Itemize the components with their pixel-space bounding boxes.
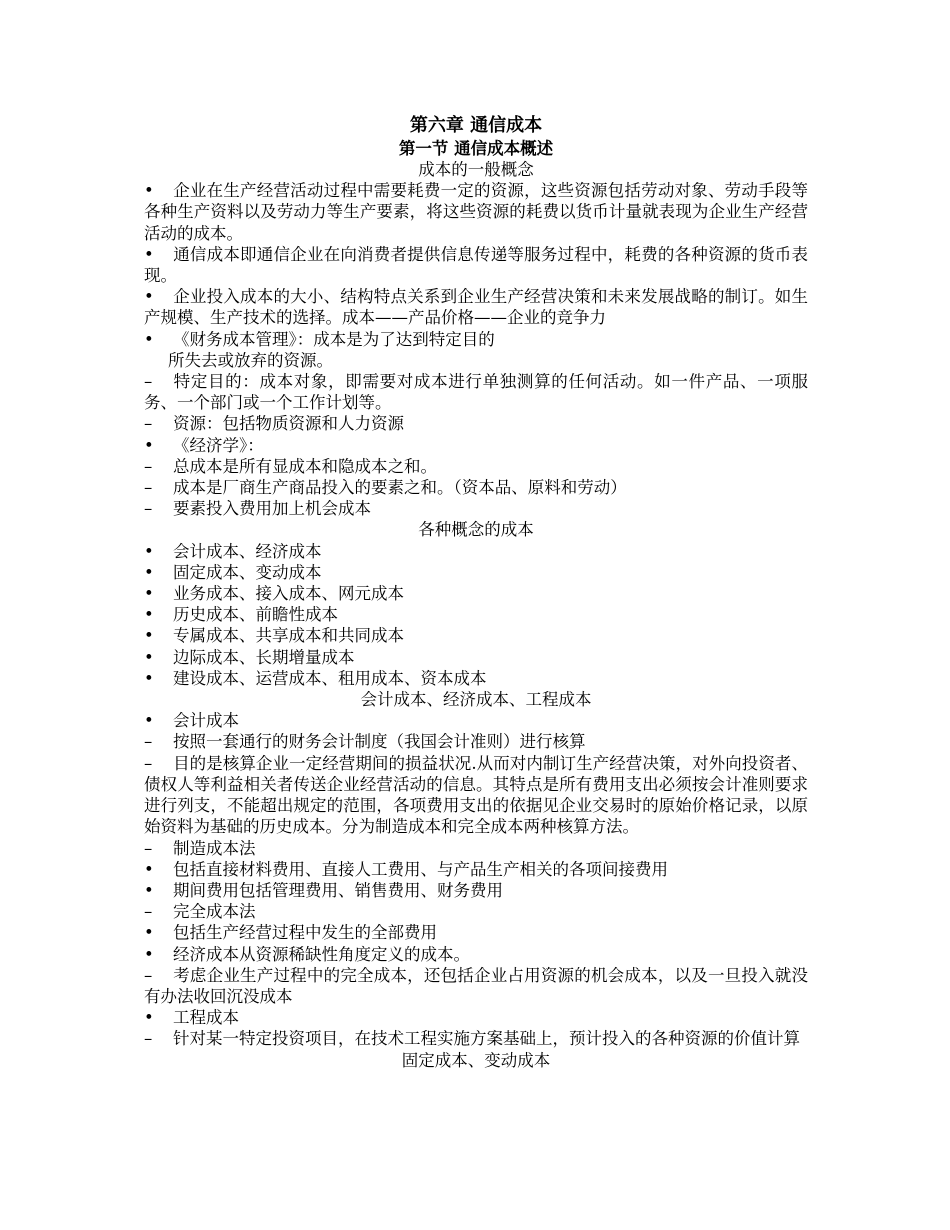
bullet-marker: • [144,880,154,900]
bullet-item [144,647,808,668]
bullet-item [144,625,808,646]
item-text: 建设成本、运营成本、租用成本、资本成本 [173,668,487,688]
item-text: 历史成本、前瞻性成本 [173,605,338,625]
dash-marker: – [144,753,153,773]
subsection-heading: 固定成本、变动成本 [401,1050,551,1070]
item-text: 固定成本、变动成本 [173,562,322,582]
item-text: 制造成本法 [173,838,256,858]
bullet-marker: • [144,541,154,561]
bullet-item [144,329,808,350]
bullet-marker: • [144,944,154,964]
item-text: 会计成本 [173,711,239,731]
bullet-item [144,435,808,456]
bullet-item [144,880,808,901]
bullet-marker: • [144,626,154,646]
item-text: 工程成本 [173,1008,239,1028]
dash-item [144,477,808,498]
bullet-item [144,944,808,965]
dash-item [144,498,808,519]
subsection-heading: 成本的一般概念 [418,160,534,179]
bullet-item [144,710,808,731]
item-text: 企业在生产经营活动过程中需要耗费一定的资源，这些资源包括劳动对象、劳动手段等各种生产资料以及劳动力等生产要素，将这些资源的耗费以货币计量就表现为企业生产经营活动的成本。 [144,181,808,243]
bullet-item [144,859,808,880]
item-text: 边际成本、长期增量成本 [173,647,355,667]
bullet-item [144,541,808,562]
subsection-heading: 会计成本、经济成本、工程成本 [360,690,592,710]
dash-marker: – [144,732,153,752]
bullet-item [144,922,808,943]
subsection-heading: 各种概念的成本 [418,520,534,540]
item-text: 《财务成本管理》：成本是为了达到特定目的 [173,329,495,349]
bullet-marker: • [144,562,154,582]
dash-marker: – [144,1029,153,1049]
dash-marker: – [144,499,153,519]
bullet-item [144,286,808,328]
item-text: 完全成本法 [173,902,256,922]
bullet-marker: • [144,181,154,201]
continuation-line: 所失去或放弃的资源。 [168,350,333,370]
bullet-item [144,668,808,689]
bullet-item [144,1007,808,1028]
dash-item [144,838,808,859]
item-text: 特定目的：成本对象，即需要对成本进行单独测算的任何活动。如一件产品、一项服务、一个部门或一个工作计划等。 [144,372,808,413]
section-title: 第一节 通信成本概述 [398,139,554,158]
bullet-marker: • [144,584,154,604]
dash-marker: – [144,478,153,498]
item-text: 资源：包括物质资源和人力资源 [173,414,404,434]
dash-marker: – [144,965,153,985]
bullet-marker: • [144,287,154,307]
item-text: 总成本是所有显成本和隐成本之和。 [173,456,437,476]
dash-item [144,1028,808,1049]
bullet-item [144,604,808,625]
item-text: 经济成本从资源稀缺性角度定义的成本。 [173,944,470,964]
dash-marker: – [144,838,153,858]
bullet-marker: • [144,605,154,625]
bullet-marker: • [144,244,154,264]
item-text: 要素投入费用加上机会成本 [173,499,371,519]
dash-marker: – [144,414,153,434]
item-text: 通信成本即通信企业在向消费者提供信息传递等服务过程中，耗费的各种资源的货币表现。 [144,244,808,286]
item-text: 按照一套通行的财务会计制度（我国会计准则）进行核算 [173,732,586,752]
dash-item [144,413,808,434]
item-text: 会计成本、经济成本 [173,541,322,561]
item-text: 期间费用包括管理费用、销售费用、财务费用 [173,880,503,900]
item-text: 企业投入成本的大小、结构特点关系到企业生产经营决策和未来发展战略的制订。如生产规模、生产技术的选择。成本——产品价格——企业的竞争力 [144,287,808,328]
bullet-item [144,244,808,286]
bullet-marker: • [144,668,154,688]
item-text: 成本是厂商生产商品投入的要素之和。（资本品、原料和劳动） [173,478,627,498]
bullet-item [144,583,808,604]
dash-item [144,371,808,413]
bullet-marker: • [144,923,154,943]
dash-item [144,965,808,1007]
bullet-marker: • [144,711,154,731]
bullet-marker: • [144,329,154,349]
item-text: 针对某一特定投资项目，在技术工程实施方案基础上，预计投入的各种资源的价值计算 [173,1029,800,1049]
document-body [144,159,808,1071]
bullet-marker: • [144,1008,154,1028]
item-text: 考虑企业生产过程中的完全成本，还包括企业占用资源的机会成本，以及一旦投入就没有办法收回沉没成本 [144,965,808,1006]
bullet-marker: • [144,647,154,667]
item-text: 《经济学》： [173,435,264,455]
dash-marker: – [144,456,153,476]
dash-item [144,753,808,838]
dash-item [144,901,808,922]
bullet-item [144,562,808,583]
item-text: 包括直接材料费用、直接人工费用、与产品生产相关的各项间接费用 [173,859,668,879]
document-page [144,114,808,1071]
item-text: 专属成本、共享成本和共同成本 [173,626,404,646]
dash-item [144,456,808,477]
dash-marker: – [144,372,153,392]
item-text: 业务成本、接入成本、网元成本 [173,584,404,604]
dash-item [144,731,808,752]
bullet-marker: • [144,859,154,879]
dash-marker: – [144,902,153,922]
item-text: 目的是核算企业一定经营期间的损益状况.从而对内制订生产经营决策，对外向投资者、债权人等利益相关者传送企业经营活动的信息。其特点是所有费用支出必须按会计准则要求进行列支，不能超出规定的范围，各项费用支出的依据见企业交易时的原始价格记录，以原始资料为基础的历史成本。分为制造成本和完全成本两种核算方法。 [144,753,808,837]
bullet-marker: • [144,435,154,455]
chapter-title: 第六章 通信成本 [409,115,543,136]
item-text: 包括生产经营过程中发生的全部费用 [173,923,437,943]
bullet-item [144,180,808,244]
